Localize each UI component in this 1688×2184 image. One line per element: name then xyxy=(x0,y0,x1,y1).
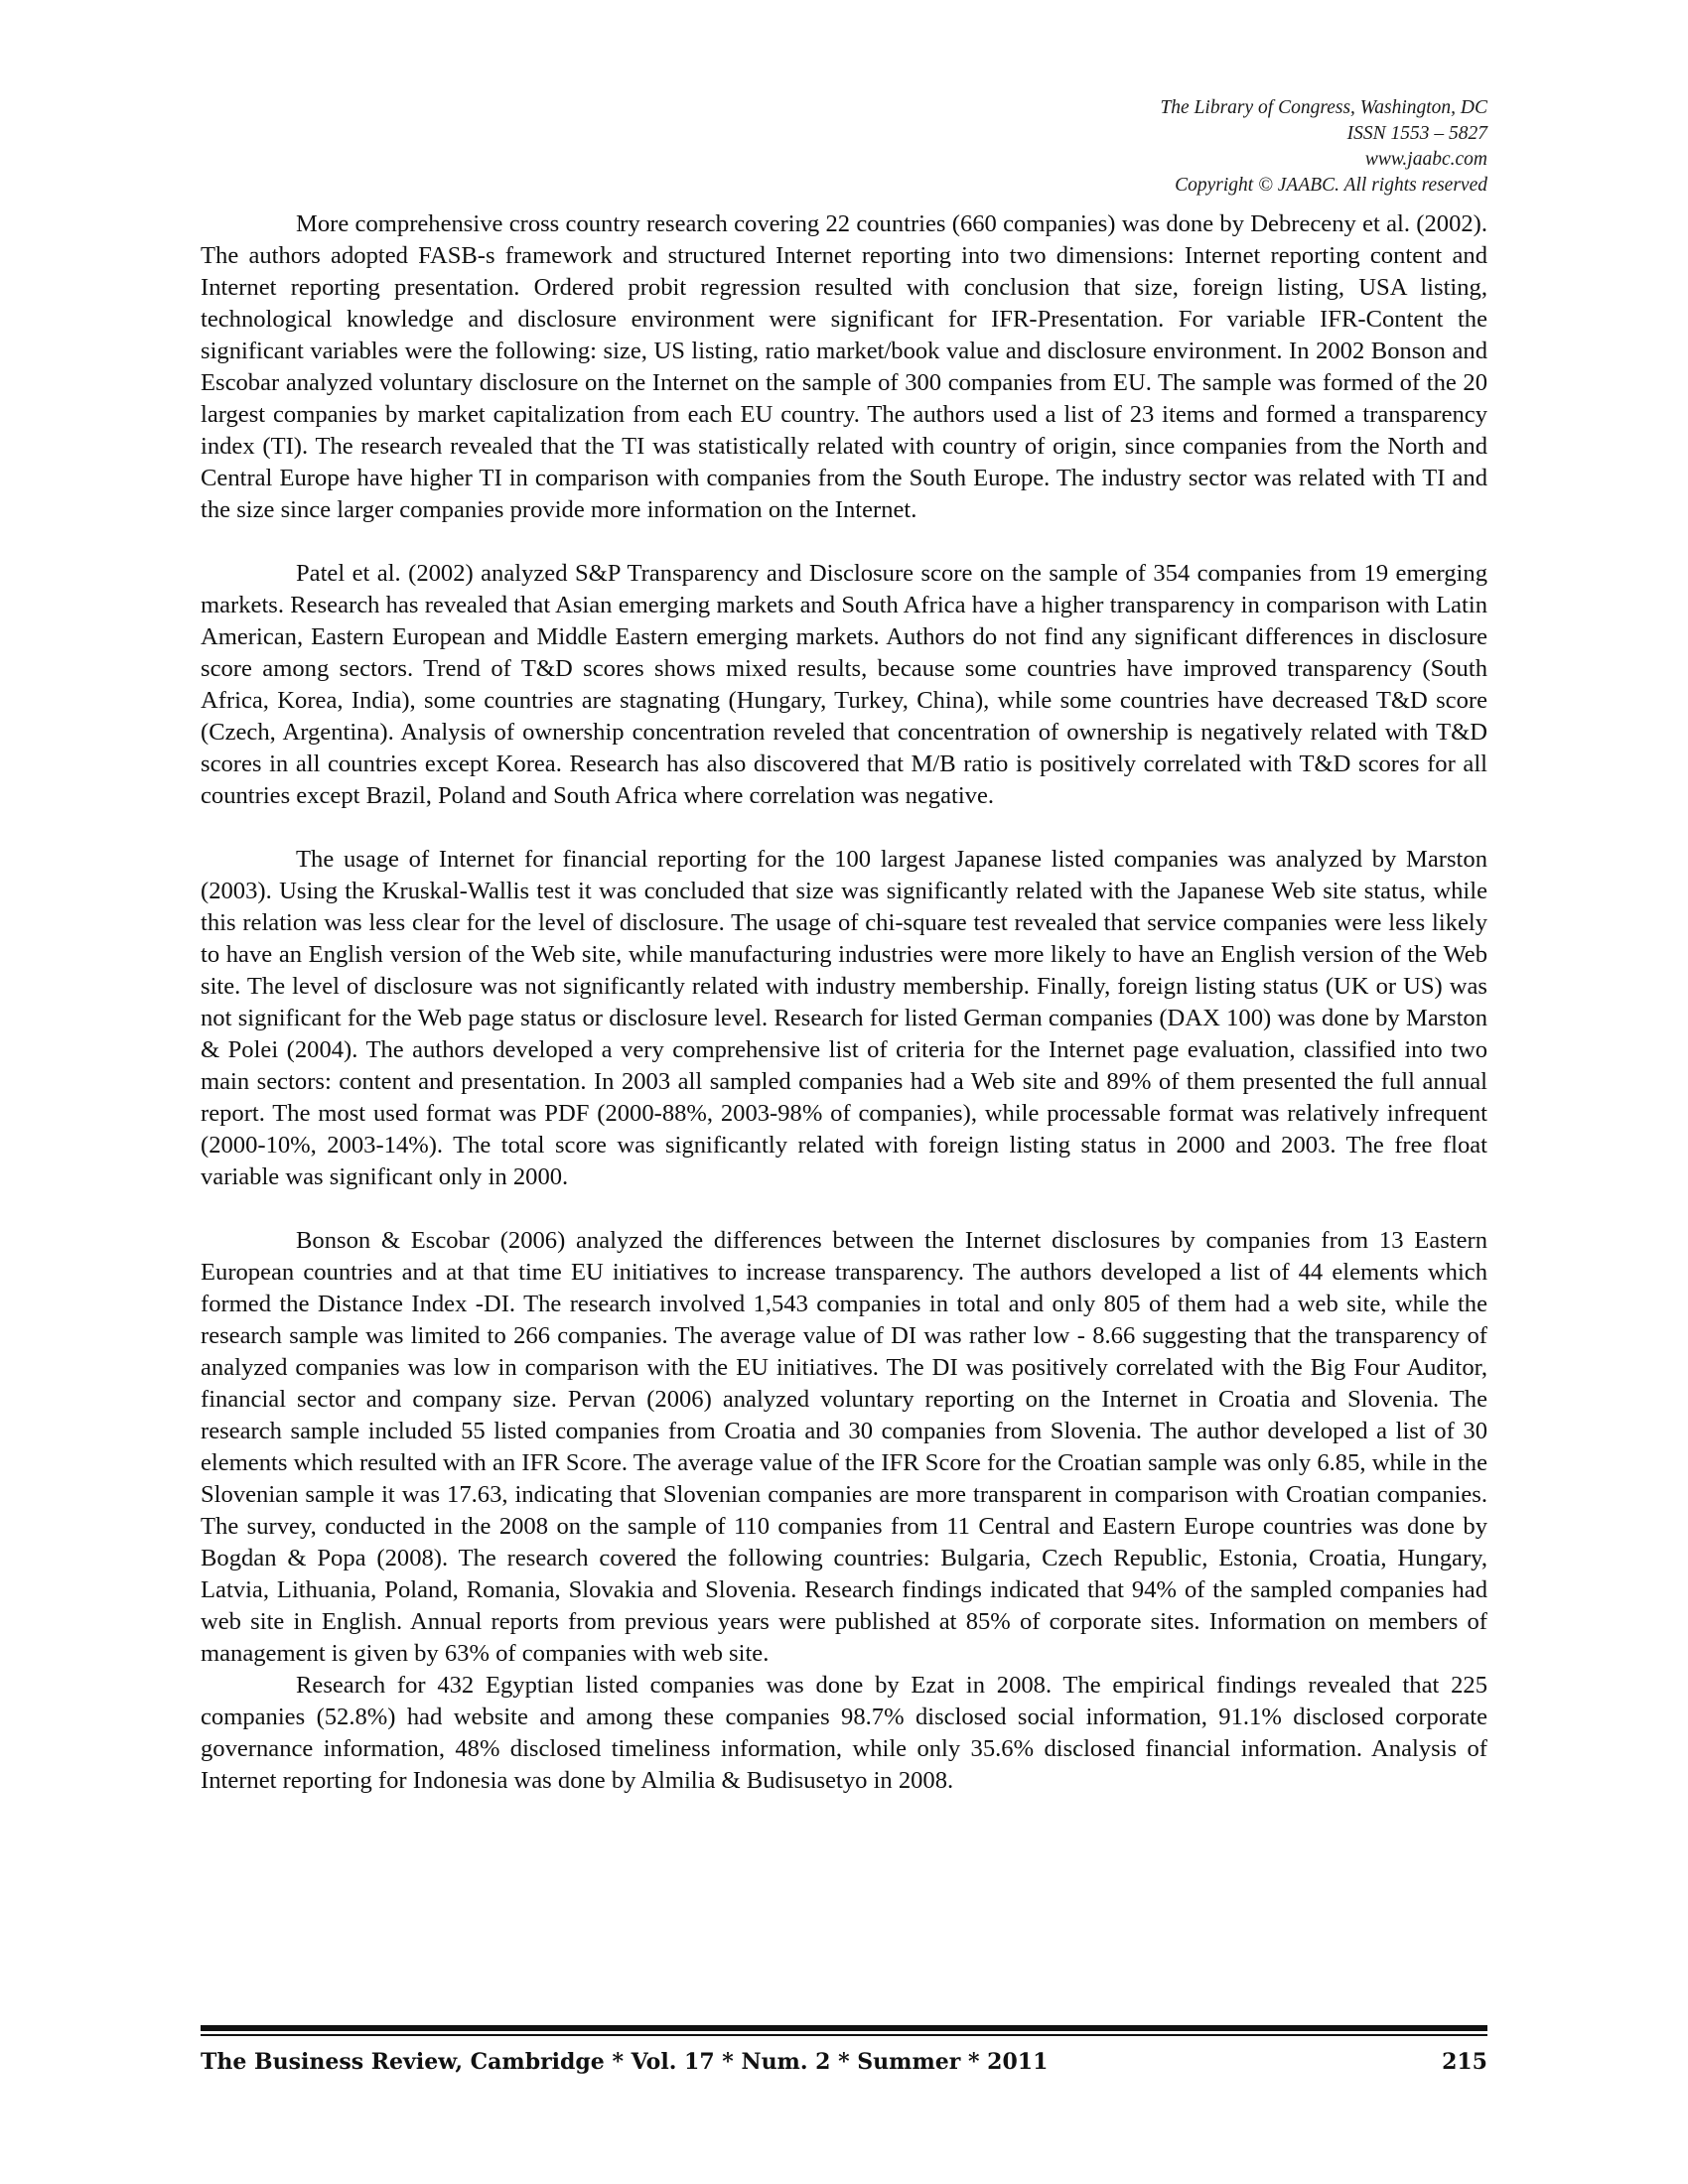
page-header xyxy=(1160,95,1487,199)
header-website: www.jaabc.com xyxy=(1364,149,1487,170)
paragraph-patel: Patel et al. (2002) analyzed S&P Transparency and Disclosure score on the sample of 354 companies from 19 emerging markets. Research has revealed that Asian emerging markets and South Africa have a higher transparency in comparison with Latin American, Eastern European and Middle Eastern emerging markets. Authors do not find any significant differences in disclosure score among sectors. Trend of T&D scores shows mixed results, because some countries have improved transparency (South Africa, Korea, India), some countries are stagnating (Hungary, Turkey, China), while some countries have decreased T&D score (Czech, Argentina). Analysis of ownership concentration reveled that concentration of ownership is negatively related with T&D scores in all countries except Korea. Research has also discovered that M/B ratio is positively correlated with T&D scores for all countries except Brazil, Poland and South Africa where correlation was negative. xyxy=(201,560,1487,809)
page-number: 215 xyxy=(1442,2049,1487,2075)
header-copyright: Copyright © JAABC. All rights reserved xyxy=(1175,175,1487,196)
article-body xyxy=(201,208,1487,1797)
footer-journal: The Business Review, Cambridge * Vol. 17 * Num. 2 * Summer * 2011 xyxy=(201,2049,1049,2075)
paragraph-debreceny: More comprehensive cross country research covering 22 countries (660 companies) was done by Debreceny et al. (2002). The authors adopted FASB-s framework and structured Internet reporting into two dimensions: Internet reporting content and Internet reporting presentation. Ordered probit regression resulted with conclusion that size, foreign listing, USA listing, technological knowledge and disclosure environment were significant for IFR-Presentation. For variable IFR-Content the significant variables were the following: size, US listing, ratio market/book value and disclosure environment. In 2002 Bonson and Escobar analyzed voluntary disclosure on the Internet on the sample of 300 companies from EU. The sample was formed of the 20 largest companies by market capitalization from each EU country. The authors used a list of 23 items and formed a transparency index (TI). The research revealed that the TI was statistically related with country of origin, since companies from the North and Central Europe have higher TI in comparison with companies from the South Europe. The industry sector was related with TI and the size since larger companies provide more information on the Internet. xyxy=(201,210,1487,523)
footer-rule-thin xyxy=(201,2034,1487,2036)
header-issn: ISSN 1553 – 5827 xyxy=(1346,123,1487,144)
paragraph-marston: The usage of Internet for financial reporting for the 100 largest Japanese listed companies was analyzed by Marston (2003). Using the Kruskal-Wallis test it was concluded that size was significantly related with the Japanese Web site status, while this relation was less clear for the level of disclosure. The usage of chi-square test revealed that service companies were less likely to have an English version of the Web site, while manufacturing industries were more likely to have an English version of the Web site. The level of disclosure was not significantly related with industry membership. Finally, foreign listing status (UK or US) was not significant for the Web page status or disclosure level. Research for listed German companies (DAX 100) was done by Marston & Polei (2004). The authors developed a very comprehensive list of criteria for the Internet page evaluation, classified into two main sectors: content and presentation. In 2003 all sampled companies had a Web site and 89% of them presented the full annual report. The most used format was PDF (2000-88%, 2003-98% of companies), while processable format was relatively infrequent (2000-10%, 2003-14%). The total score was significantly related with foreign listing status in 2000 and 2003. The free float variable was significant only in 2000. xyxy=(201,846,1487,1190)
footer-rule-thick xyxy=(201,2025,1487,2031)
header-publisher: The Library of Congress, Washington, DC xyxy=(1160,97,1487,118)
paragraph-bonson-escobar: Bonson & Escobar (2006) analyzed the differences between the Internet disclosures by companies from 13 Eastern European countries and at that time EU initiatives to increase transparency. The authors developed a list of 44 elements which formed the Distance Index -DI. The research involved 1,543 companies in total and only 805 of them had a web site, while the research sample was limited to 266 companies. The average value of DI was rather low - 8.66 suggesting that the transparency of analyzed companies was low in comparison with the EU initiatives. The DI was positively correlated with the Big Four Auditor, financial sector and company size. Pervan (2006) analyzed voluntary reporting on the Internet in Croatia and Slovenia. The research sample included 55 listed companies from Croatia and 30 companies from Slovenia. The author developed a list of 30 elements which resulted with an IFR Score. The average value of the IFR Score for the Croatian sample was only 6.85, while in the Slovenian sample it was 17.63, indicating that Slovenian companies are more transparent in comparison with Croatian companies. The survey, conducted in the 2008 on the sample of 110 companies from 11 Central and Eastern Europe countries was done by Bogdan & Popa (2008). The research covered the following countries: Bulgaria, Czech Republic, Estonia, Croatia, Hungary, Latvia, Lithuania, Poland, Romania, Slovakia and Slovenia. Research findings indicated that 94% of the sampled companies had web site in English. Annual reports from previous years were published at 85% of corporate sites. Information on members of management is given by 63% of companies with web site. xyxy=(201,1227,1487,1667)
paragraph-ezat: Research for 432 Egyptian listed companies was done by Ezat in 2008. The empirical findings revealed that 225 companies (52.8%) had website and among these companies 98.7% disclosed social information, 91.1% disclosed corporate governance information, 48% disclosed timeliness information, while only 35.6% disclosed financial information. Analysis of Internet reporting for Indonesia was done by Almilia & Budisusetyo in 2008. xyxy=(201,1672,1487,1794)
